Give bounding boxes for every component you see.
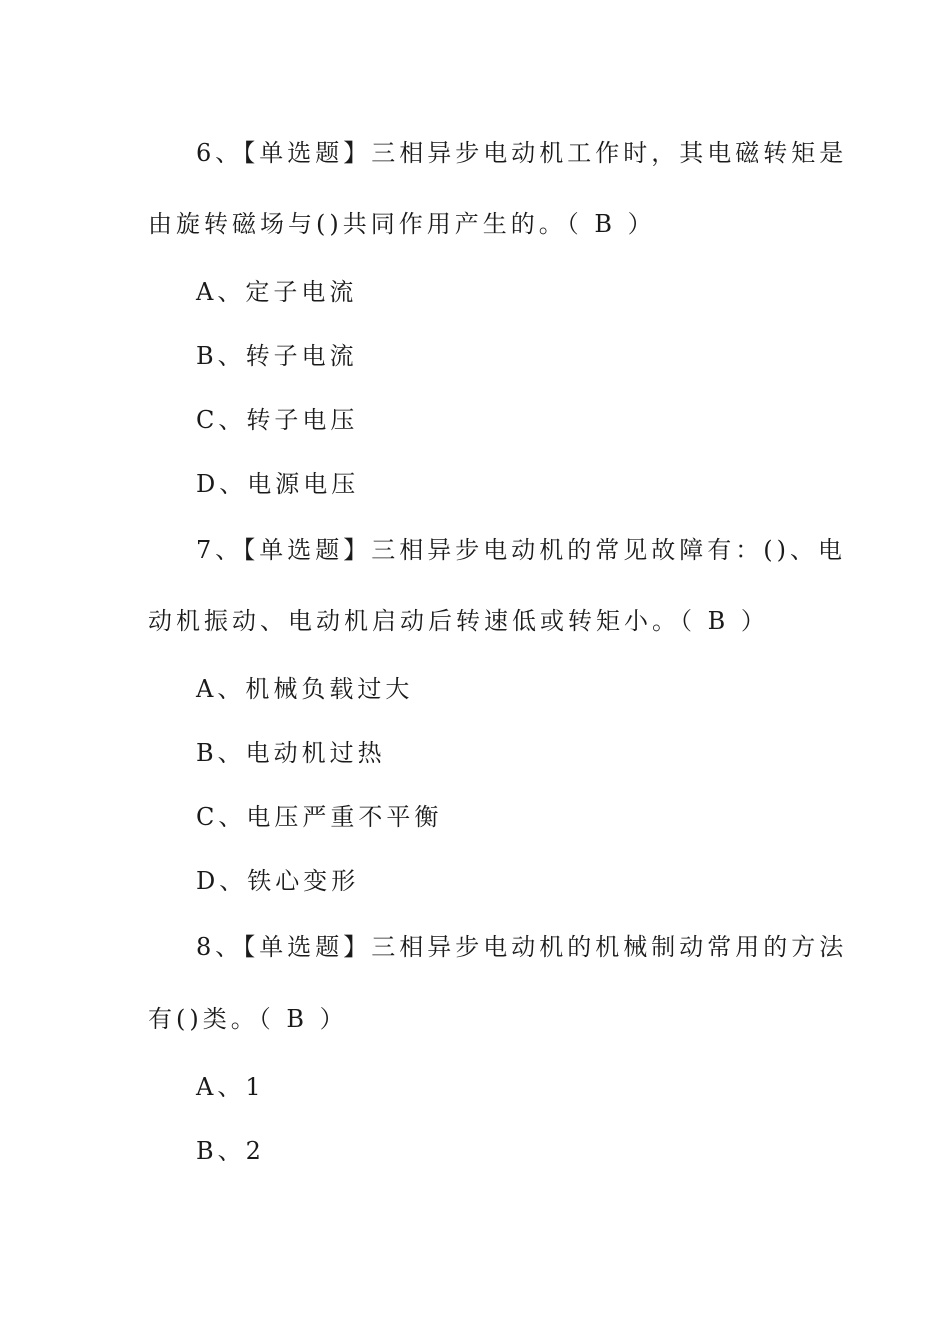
question-7-option-b: B、电动机过热 xyxy=(196,739,386,767)
question-8-stem-line-1: 8、【单选题】三相异步电动机的机械制动常用的方法 xyxy=(196,933,848,961)
question-6-option-a: A、定子电流 xyxy=(196,278,358,306)
question-7-stem-line-2: 动机振动、电动机启动后转速低或转矩小。（ B ） xyxy=(148,607,769,635)
question-7-option-d: D、铁心变形 xyxy=(196,867,360,895)
question-7-option-c: C、电压严重不平衡 xyxy=(196,803,443,831)
question-6-option-c: C、转子电压 xyxy=(196,406,359,434)
question-6-stem-line-1: 6、【单选题】三相异步电动机工作时，其电磁转矩是 xyxy=(196,139,848,167)
question-8-option-a: A、1 xyxy=(196,1073,265,1101)
question-7-option-a: A、机械负载过大 xyxy=(196,675,414,703)
question-6-stem-line-2: 由旋转磁场与()共同作用产生的。（ B ） xyxy=(148,210,656,238)
question-6-option-d: D、电源电压 xyxy=(196,470,360,498)
question-6-option-b: B、转子电流 xyxy=(196,342,358,370)
question-7-stem-line-1: 7、【单选题】三相异步电动机的常见故障有：()、电 xyxy=(196,536,846,564)
question-8-option-b: B、2 xyxy=(196,1137,265,1165)
question-8-stem-line-2: 有()类。（ B ） xyxy=(148,1005,348,1033)
